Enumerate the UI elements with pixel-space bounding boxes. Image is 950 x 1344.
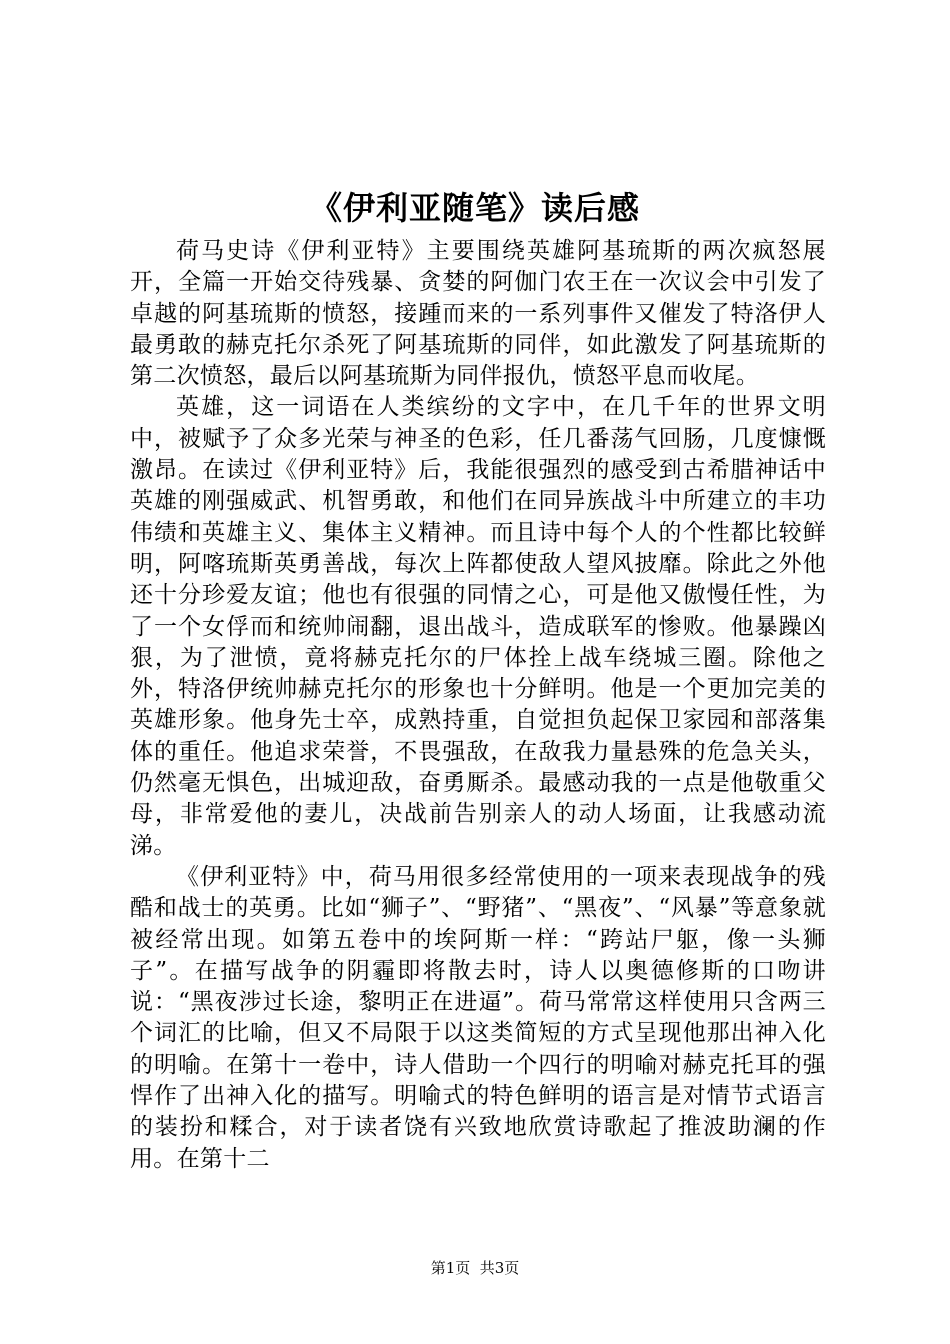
page-footer: 第1页 共3页 <box>430 1259 520 1277</box>
paragraph-2: 英雄，这一词语在人类缤纷的文字中，在几千年的世界文明中，被赋予了众多光荣与神圣的色彩，任几番荡气回肠，几度慷慨激昂。在读过《伊利亚特》后，我能很强烈的感受到古希腊神话中英雄的刚强威武、机智勇敢，和他们在同异族战斗中所建立的丰功伟绩和英雄主义、集体主义精神。而且诗中每个人的个性都比较鲜明，阿喀琉斯英勇善战，每次上阵都使敌人望风披靡。除此之外他还十分珍爱友谊；他也有很强的同情之心，可是他又傲慢任性，为了一个女俘而和统帅闹翻，退出战斗，造成联军的惨败。他暴躁凶狠，为了泄愤，竟将赫克托尔的尸体拴上战车绕城三圈。除他之外，特洛伊统帅赫克托尔的形象也十分鲜明。他是一个更加完美的英雄形象。他身先士卒，成熟持重，自觉担负起保卫家园和部落集体的重任。他追求荣誉，不畏强敌，在敌我力量悬殊的危急关头，仍然毫无惧色，出城迎敌，奋勇厮杀。最感动我的一点是他敬重父母，非常爱他的妻儿，决战前告别亲人的动人场面，让我感动流涕。 <box>130 394 826 859</box>
paragraph-1: 荷马史诗《伊利亚特》主要围绕英雄阿基琉斯的两次疯怒展开，全篇一开始交待残暴、贪婪的阿伽门农王在一次议会中引发了卓越的阿基琉斯的愤怒，接踵而来的一系列事件又催发了特洛伊人最勇敢的赫克托尔杀死了阿基琉斯的同伴，如此激发了阿基琉斯的第二次愤怒，最后以阿基琉斯为同伴报仇，愤怒平息而收尾。 <box>130 238 826 390</box>
paragraph-3: 《伊利亚特》中，荷马用很多经常使用的一项来表现战争的残酷和战士的英勇。比如“狮子”、“野猪”、“黑夜”、“风暴”等意象就被经常出现。如第五卷中的埃阿斯一样：“跨站尸躯，像一头狮子”。在描写战争的阴霾即将散去时，诗人以奥德修斯的口吻讲说：“黑夜涉过长途，黎明正在进逼”。荷马常常这样使用只含两三个词汇的比喻，但又不局限于以这类简短的方式呈现他那出神入化的明喻。在第十一卷中，诗人借助一个四行的明喻对赫克托耳的强悍作了出神入化的描写。明喻式的特色鲜明的语言是对情节式语言的装扮和糅合，对于读者饶有兴致地欣赏诗歌起了推波助澜的作用。在第十二 <box>130 863 826 1172</box>
document-body <box>130 236 826 1175</box>
document-title: 《伊利亚随笔》读后感 <box>309 189 640 227</box>
